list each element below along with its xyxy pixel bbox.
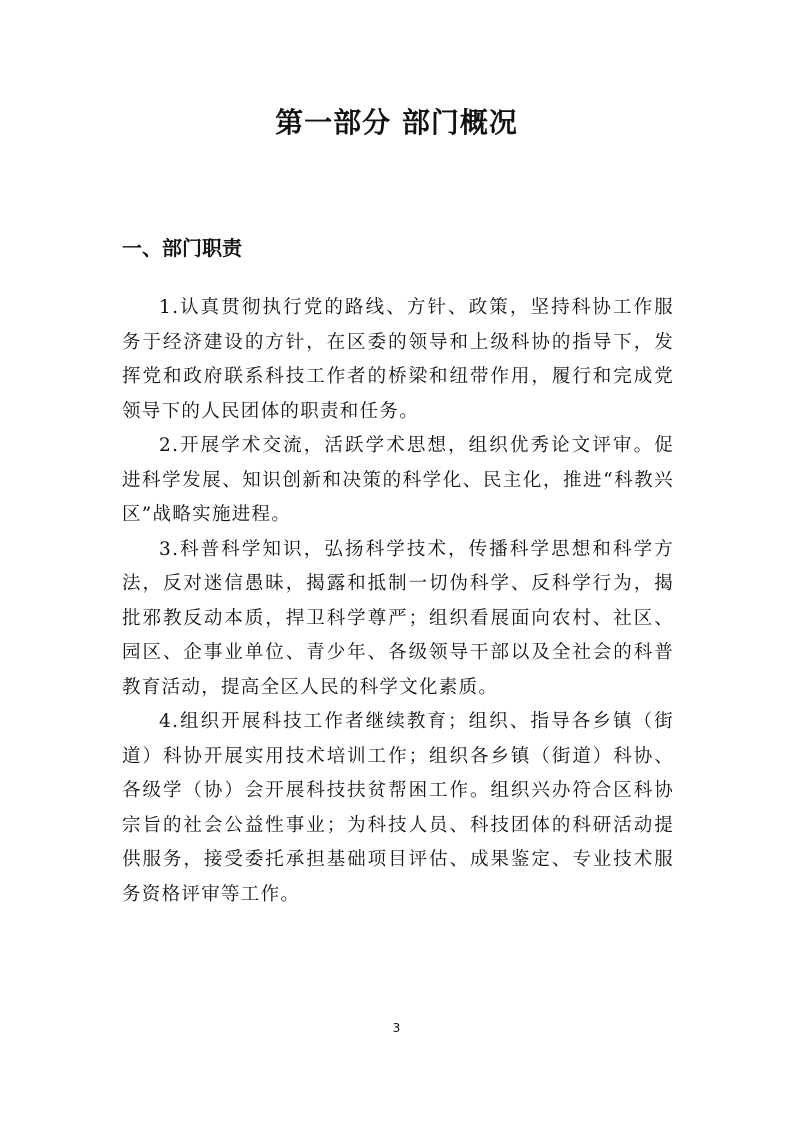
- paragraph-2: 2.开展学术交流，活跃学术思想，组织优秀论文评审。促进科学发展、知识创新和决策的科学化、民主化，推进“科教兴区”战略实施进程。: [122, 435, 674, 525]
- body-text: [122, 291, 674, 912]
- paragraph-3: 3.科普科学知识，弘扬科学技术，传播科学思想和科学方法，反对迷信愚昧，揭露和抵制一切伪科学、反科学行为，揭批邪教反动本质，捍卫科学尊严；组织看展面向农村、社区、园区、企事业单位、青少年、各级领导干部以及全社会的科普教育活动，提高全区人民的科学文化素质。: [122, 538, 674, 698]
- paragraph-1: 1.认真贯彻执行党的路线、方针、政策，坚持科协工作服务于经济建设的方针，在区委的领导和上级科协的指导下，发挥党和政府联系科技工作者的桥梁和纽带作用，履行和完成党领导下的人民团体的职责和任务。: [122, 297, 674, 422]
- section-heading: 一、部门职责: [122, 236, 242, 260]
- page-title: 第一部分 部门概况: [275, 106, 518, 139]
- paragraph-4: 4.组织开展科技工作者继续教育；组织、指导各乡镇（街道）科协开展实用技术培训工作；组织各乡镇（街道）科协、各级学（协）会开展科技扶贫帮困工作。组织兴办符合区科协宗旨的社会公益性事业；为科技人员、科技团体的科研活动提供服务，接受委托承担基础项目评估、成果鉴定、专业技术服务资格评审等工作。: [122, 711, 674, 905]
- page-number: 3: [392, 1021, 401, 1035]
